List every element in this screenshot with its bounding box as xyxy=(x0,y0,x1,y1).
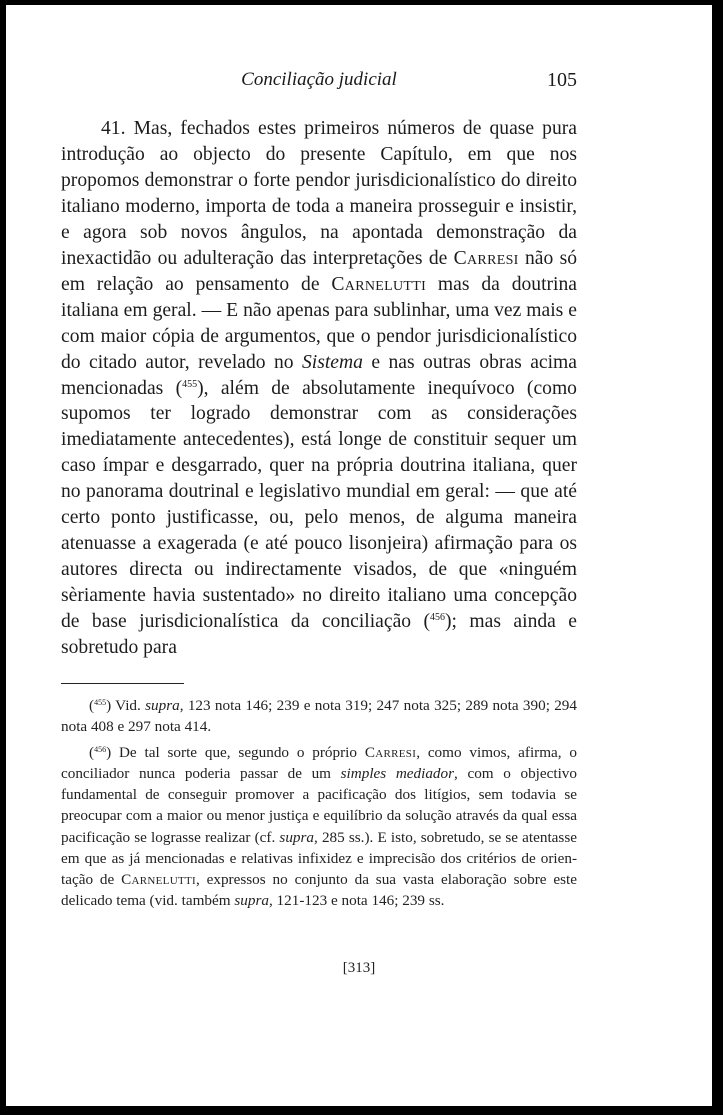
text-run: , expressos no conjunto da sua vasta elaboração sobre este delicado tema (vid. também xyxy=(61,870,577,909)
text-run: , como vimos, afirma, o conciliador nunca poderia passar de um xyxy=(61,744,577,783)
footnote-separator xyxy=(61,683,184,684)
footnote-marker: ($^{455}$) xyxy=(89,697,112,714)
text-run: não só em relação ao pensamento de xyxy=(61,247,577,295)
running-title: Conciliação judicial xyxy=(241,69,397,90)
text-run: 41. Mas, fechados estes primeiros números de quase pura introdução ao objecto do presente Capítulo, em que nos propomos demonstrar o forte pendor jurisdicionalístico do direito italiano moderno, importa de toda a maneira prosseguir e insistir, e agora sob novos ângulos, na apontada demonstração da inexactidão ou adulteração das interpretações de xyxy=(61,118,577,269)
footnote-456 xyxy=(61,742,577,911)
footnote-455 xyxy=(61,695,577,737)
author-name-carresi: Carresi xyxy=(453,247,519,269)
text-run: , com o objectivo fundamental de conseguir promover a pacificação dos litígios, sem todavia se preocupar com a maior ou menor justiça e equilíbrio da solução através da qual essa pacificação se lograsse realizar (cf. xyxy=(61,765,577,846)
folio-number: [313] xyxy=(342,960,376,976)
page-number: 105 xyxy=(547,69,577,91)
scan-border-right xyxy=(712,0,723,1115)
italic-supra: supra xyxy=(234,891,269,909)
page-header xyxy=(61,67,577,97)
work-title-sistema: Sistema xyxy=(302,351,363,373)
footnote-ref-456: 456 xyxy=(430,612,446,624)
book-page xyxy=(6,5,712,1106)
text-run: ), além de absolutamente inequívoco (como supomos ter logrado demonstrar com as considerações imediatamente antecedentes), está longe de constituir sequer um caso ímpar e desgarrado, quer na própria doutrina italiana, quer no panorama doutrinal e legislativo mundial em geral: — que até certo ponto justificasse, ou, pelo menos, de alguma maneira atenuasse a exagerada (e até pouco lisonjeira) afirmação para os autores directa ou indirectamente visados, de que «ninguém sèriamente havia sustentado» no direito italiano uma concepção de base jurisdicionalística da conciliação ( xyxy=(61,377,577,633)
text-run: , 123 nota 146; 239 e nota 319; 247 nota 325; 289 nota 390; 294 nota 408 e 297 nota 414. xyxy=(61,697,577,736)
footnote-ref-455: 455 xyxy=(182,378,198,390)
text-run: ); mas ainda e sobretudo para xyxy=(61,611,578,659)
italic-supra: supra xyxy=(279,828,315,846)
text-run: Vid. xyxy=(111,697,146,714)
text-run: , 285 ss.). E isto, sobretudo, se se atentasse em que as já mencionadas e relativas infixidez e imprecisão dos critérios de orientação de xyxy=(61,828,577,888)
main-text xyxy=(61,116,577,661)
text-run: , 121-123 e nota 146; 239 ss. xyxy=(268,891,445,909)
text-run: e nas outras obras acima mencionadas ( xyxy=(61,351,577,399)
footnotes xyxy=(61,695,577,916)
author-name-carresi: Carresi xyxy=(364,744,417,762)
footnote-marker: ($^{456}$) xyxy=(89,744,112,762)
scan-border-bottom xyxy=(0,1106,723,1115)
text-run: De tal sorte que, segundo o próprio xyxy=(111,744,365,762)
italic-simples-mediador: simples mediador xyxy=(340,765,455,783)
paragraph-41 xyxy=(61,116,577,661)
author-name-carnelutti: Carnelutti xyxy=(121,870,196,888)
text-run: mas da doutrina italiana em geral. — E não apenas para sublinhar, uma vez mais e com maior cópia de argumentos, que o pendor jurisdicionalístico do citado autor, revelado no xyxy=(61,273,577,373)
author-name-carnelutti: Carnelutti xyxy=(331,273,427,295)
italic-supra: supra xyxy=(145,697,180,714)
